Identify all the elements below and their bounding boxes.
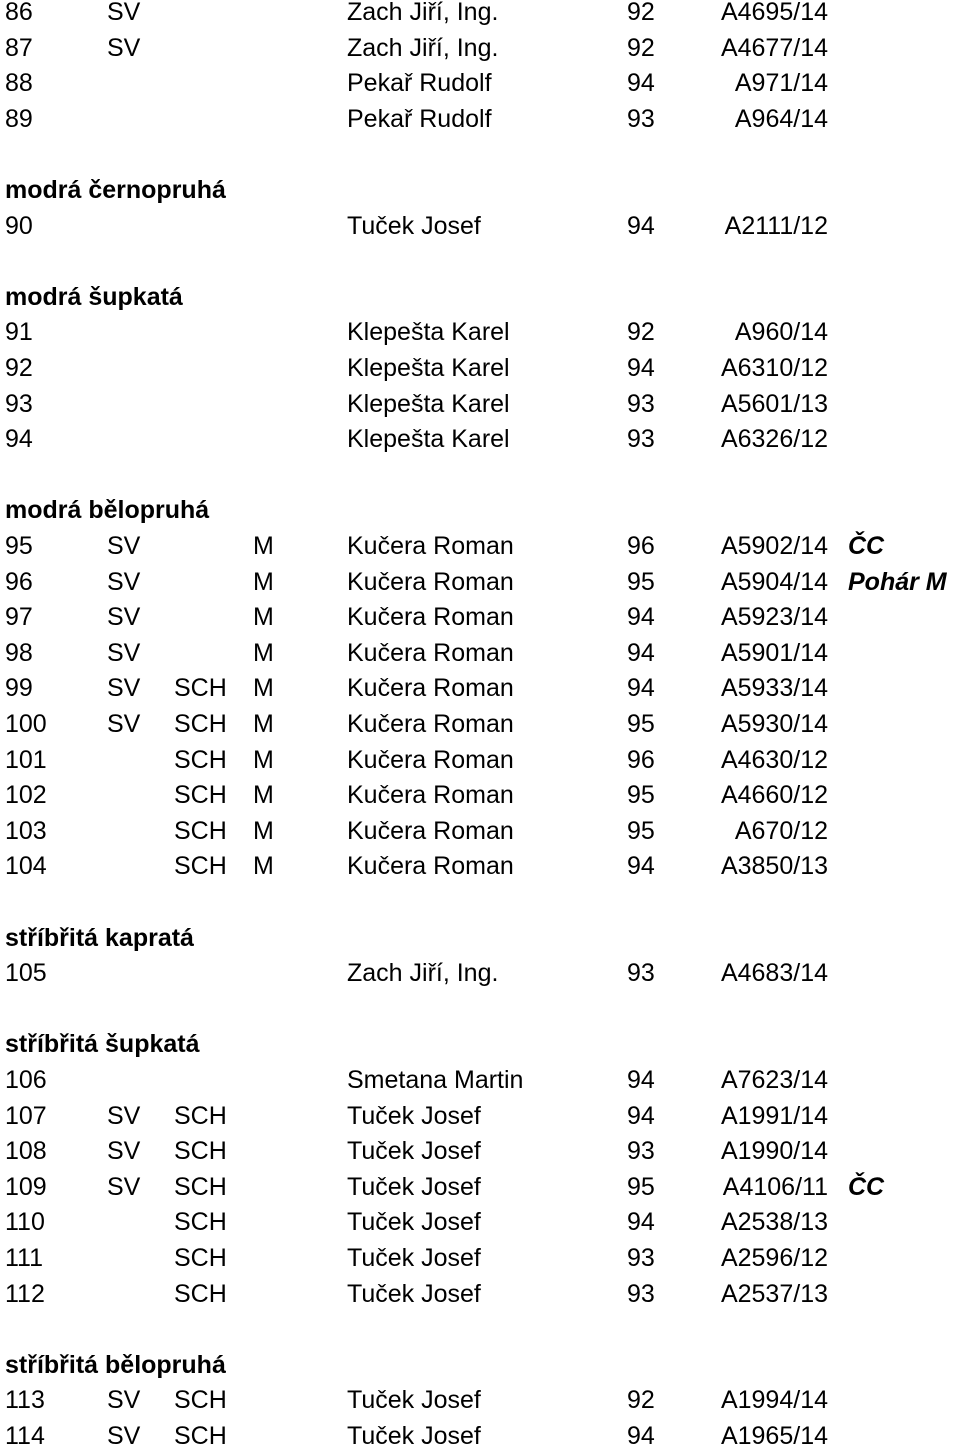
m-flag: M (253, 532, 274, 560)
sv-flag: SV (107, 33, 141, 62)
score: 95 (627, 710, 655, 738)
breeder-name: Kučera Roman (347, 674, 514, 703)
table-row (0, 1099, 960, 1134)
ring-code: A1991/14 (720, 1101, 828, 1130)
table-row (0, 209, 960, 244)
breeder-name: Tuček Josef (347, 211, 481, 240)
ring-code: A4677/14 (720, 33, 828, 62)
entry-number: 106 (5, 1066, 47, 1094)
breeder-name: Zach Jiří, Ing. (347, 959, 499, 988)
breeder-name: Klepešta Karel (347, 389, 510, 418)
breeder-name: Tuček Josef (347, 1101, 481, 1130)
ring-code: A2538/13 (720, 1208, 828, 1237)
sch-flag: SCH (174, 1208, 227, 1237)
entry-number: 98 (5, 638, 33, 667)
sch-flag: SCH (174, 674, 227, 703)
entry-number: 112 (5, 1279, 45, 1308)
ring-code: A971/14 (734, 69, 828, 98)
ring-code: A7623/14 (720, 1066, 828, 1094)
ring-code: A1994/14 (720, 1386, 828, 1415)
score: 94 (627, 603, 655, 632)
section-heading: modrá šupkatá (5, 282, 183, 311)
entry-number: 101 (5, 745, 47, 774)
table-row (0, 422, 960, 457)
entry-number: 111 (5, 1244, 44, 1272)
sch-flag: SCH (174, 710, 227, 738)
entry-number: 89 (5, 104, 33, 133)
score: 93 (627, 1279, 655, 1308)
breeder-name: Klepešta Karel (347, 318, 510, 347)
ring-code: A2111/12 (724, 211, 828, 240)
sv-flag: SV (107, 638, 141, 667)
table-row (0, 102, 960, 137)
breeder-name: Klepešta Karel (347, 354, 510, 382)
section-heading: stříbřitá šupkatá (5, 1030, 200, 1059)
ring-code: A5902/14 (720, 532, 828, 560)
breeder-name: Kučera Roman (347, 532, 514, 560)
sch-flag: SCH (174, 852, 227, 881)
entry-number: 104 (5, 852, 47, 881)
score: 94 (627, 1066, 655, 1094)
breeder-name: Tuček Josef (347, 1244, 481, 1272)
section-heading: stříbřitá kapratá (5, 923, 194, 952)
m-flag: M (253, 567, 274, 596)
breeder-name: Kučera Roman (347, 781, 514, 810)
sv-flag: SV (107, 710, 141, 738)
score: 95 (627, 1172, 655, 1201)
table-row (0, 814, 960, 849)
sv-flag: SV (107, 1386, 141, 1415)
ring-code: A670/12 (734, 816, 828, 845)
sch-flag: SCH (174, 1101, 227, 1130)
table-row (0, 1383, 960, 1418)
score: 94 (627, 354, 655, 382)
breeder-name: Pekař Rudolf (347, 69, 492, 98)
sch-flag: SCH (174, 781, 227, 810)
breeder-name: Tuček Josef (347, 1208, 481, 1237)
sch-flag: SCH (174, 1386, 227, 1415)
m-flag: M (253, 745, 274, 774)
ring-code: A4630/12 (720, 745, 828, 774)
score: 92 (627, 0, 655, 26)
table-row (0, 387, 960, 422)
award-note: Pohár M (848, 567, 947, 596)
entry-number: 100 (5, 710, 47, 738)
breeder-name: Kučera Roman (347, 710, 514, 738)
ring-code: A964/14 (734, 104, 828, 133)
entry-number: 102 (5, 781, 47, 810)
breeder-name: Smetana Martin (347, 1066, 524, 1094)
sch-flag: SCH (174, 1137, 227, 1166)
entry-number: 114 (5, 1422, 45, 1450)
ring-code: A5923/14 (720, 603, 828, 632)
ring-code: A5904/14 (720, 567, 828, 596)
entry-number: 93 (5, 389, 33, 418)
entry-number: 91 (5, 318, 33, 347)
table-row (0, 707, 960, 742)
score: 93 (627, 1244, 655, 1272)
score: 95 (627, 816, 655, 845)
ring-code: A6326/12 (720, 425, 828, 454)
m-flag: M (253, 852, 274, 881)
entry-number: 105 (5, 959, 47, 988)
section-heading: modrá černopruhá (5, 176, 226, 204)
ring-code: A5601/13 (720, 389, 828, 418)
table-row (0, 600, 960, 635)
sv-flag: SV (107, 1137, 141, 1166)
sv-flag: SV (107, 1422, 141, 1450)
ring-code: A1990/14 (720, 1137, 828, 1166)
score: 92 (627, 1386, 655, 1415)
table-row (0, 849, 960, 884)
m-flag: M (253, 781, 274, 810)
breeder-name: Kučera Roman (347, 852, 514, 881)
entry-number: 90 (5, 211, 33, 240)
score: 94 (627, 1208, 655, 1237)
ring-code: A4683/14 (720, 959, 828, 988)
ring-code: A4660/12 (720, 781, 828, 810)
entry-number: 96 (5, 567, 33, 596)
sch-flag: SCH (174, 1172, 227, 1201)
sv-flag: SV (107, 567, 141, 596)
breeder-name: Kučera Roman (347, 816, 514, 845)
breeder-name: Tuček Josef (347, 1279, 481, 1308)
score: 92 (627, 33, 655, 62)
breeder-name: Kučera Roman (347, 603, 514, 632)
sch-flag: SCH (174, 1422, 227, 1450)
entry-number: 95 (5, 532, 33, 560)
sch-flag: SCH (174, 1279, 227, 1308)
breeder-name: Pekař Rudolf (347, 104, 492, 133)
sch-flag: SCH (174, 816, 227, 845)
table-row (0, 1419, 960, 1454)
ring-code: A1965/14 (720, 1422, 828, 1450)
ring-code: A5901/14 (720, 638, 828, 667)
ring-code: A2537/13 (720, 1279, 828, 1308)
score: 94 (627, 852, 655, 881)
score: 95 (627, 781, 655, 810)
m-flag: M (253, 638, 274, 667)
ring-code: A960/14 (734, 318, 828, 347)
sv-flag: SV (107, 603, 141, 632)
entry-number: 109 (5, 1172, 47, 1201)
table-row (0, 1134, 960, 1169)
ring-code: A3850/13 (720, 852, 828, 881)
breeder-name: Zach Jiří, Ing. (347, 0, 499, 26)
table-row (0, 671, 960, 706)
entry-number: 94 (5, 425, 33, 454)
breeder-name: Tuček Josef (347, 1422, 481, 1450)
table-row (0, 66, 960, 101)
score: 96 (627, 532, 655, 560)
m-flag: M (253, 816, 274, 845)
table-row (0, 1170, 960, 1205)
sv-flag: SV (107, 0, 141, 26)
ring-code: A5933/14 (720, 674, 828, 703)
score: 92 (627, 318, 655, 347)
score: 93 (627, 1137, 655, 1166)
entry-number: 97 (5, 603, 33, 632)
entry-number: 107 (5, 1101, 47, 1130)
score: 95 (627, 567, 655, 596)
entry-number: 108 (5, 1137, 47, 1166)
table-row (0, 636, 960, 671)
score: 94 (627, 674, 655, 703)
entry-number: 110 (5, 1208, 45, 1237)
breeder-name: Klepešta Karel (347, 425, 510, 454)
entry-number: 88 (5, 69, 33, 98)
breeder-name: Tuček Josef (347, 1137, 481, 1166)
section-heading: modrá bělopruhá (5, 496, 210, 525)
m-flag: M (253, 710, 274, 738)
m-flag: M (253, 603, 274, 632)
table-row (0, 315, 960, 350)
entry-number: 103 (5, 816, 47, 845)
entry-number: 113 (5, 1386, 45, 1415)
award-note: ČC (848, 532, 885, 560)
table-row (0, 0, 960, 30)
breeder-name: Kučera Roman (347, 638, 514, 667)
award-note: ČC (848, 1172, 885, 1201)
score: 94 (627, 638, 655, 667)
ring-code: A4695/14 (720, 0, 828, 26)
ring-code: A2596/12 (720, 1244, 828, 1272)
ring-code: A5930/14 (720, 710, 828, 738)
table-row (0, 1241, 960, 1276)
score: 94 (627, 211, 655, 240)
breeder-name: Kučera Roman (347, 567, 514, 596)
sv-flag: SV (107, 1101, 141, 1130)
breeder-name: Zach Jiří, Ing. (347, 33, 499, 62)
score: 93 (627, 389, 655, 418)
section-heading: stříbřitá bělopruhá (5, 1350, 226, 1379)
table-row (0, 31, 960, 66)
table-row (0, 778, 960, 813)
score: 93 (627, 959, 655, 988)
entry-number: 92 (5, 354, 33, 382)
sch-flag: SCH (174, 745, 227, 774)
sv-flag: SV (107, 532, 141, 560)
score: 93 (627, 425, 655, 454)
table-row (0, 1063, 960, 1098)
m-flag: M (253, 674, 274, 703)
breeder-name: Tuček Josef (347, 1386, 481, 1415)
score: 94 (627, 1422, 655, 1450)
sch-flag: SCH (174, 1244, 227, 1272)
table-row (0, 1277, 960, 1312)
breeder-name: Kučera Roman (347, 745, 514, 774)
ring-code: A4106/11 (722, 1172, 828, 1201)
sv-flag: SV (107, 1172, 141, 1201)
ring-code: A6310/12 (720, 354, 828, 382)
entry-number: 87 (5, 33, 33, 62)
table-row (0, 1205, 960, 1240)
entry-number: 99 (5, 674, 33, 703)
table-row (0, 351, 960, 386)
table-row (0, 956, 960, 991)
score: 93 (627, 104, 655, 133)
breeder-name: Tuček Josef (347, 1172, 481, 1201)
score: 96 (627, 745, 655, 774)
sv-flag: SV (107, 674, 141, 703)
score: 94 (627, 69, 655, 98)
table-row (0, 565, 960, 600)
table-row (0, 743, 960, 778)
table-row (0, 529, 960, 564)
score: 94 (627, 1101, 655, 1130)
entry-number: 86 (5, 0, 33, 26)
